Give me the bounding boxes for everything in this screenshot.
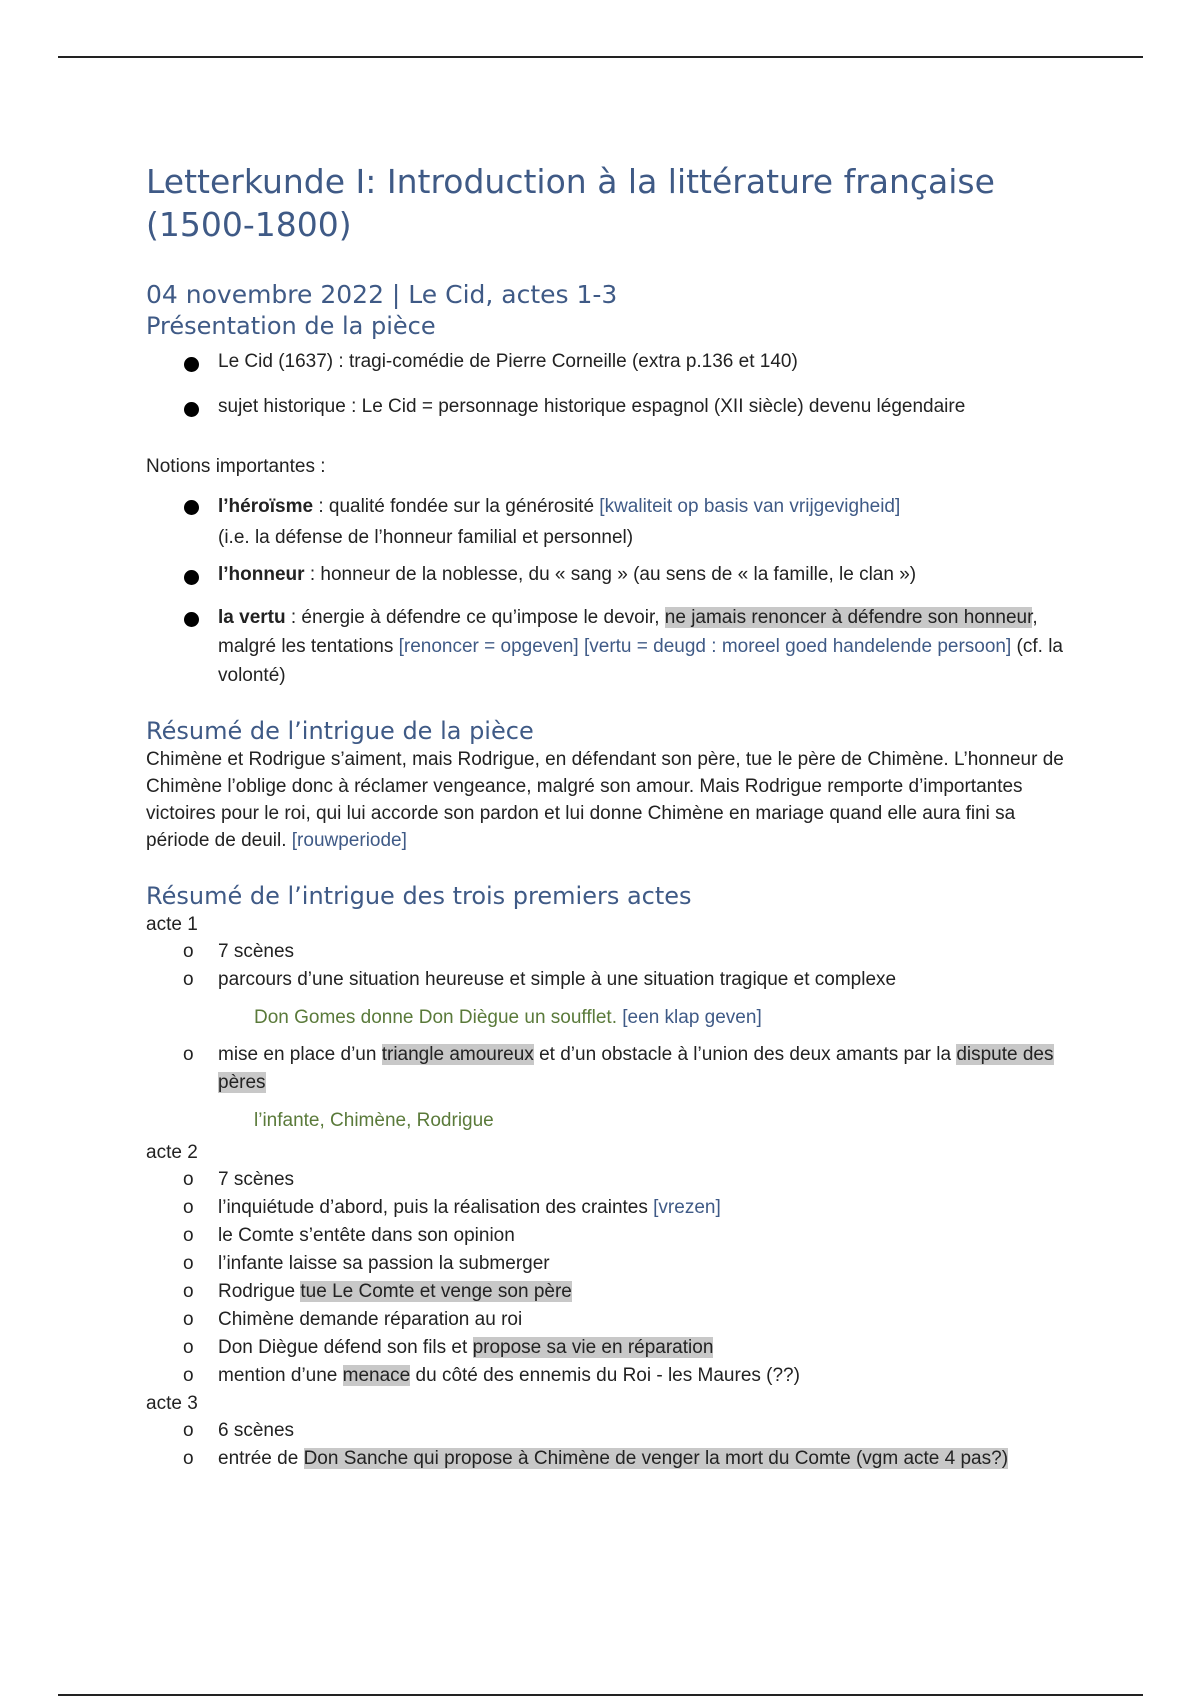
item-text: mise en place d’un [218, 1044, 382, 1065]
presentation-list [146, 348, 1076, 420]
list-item: o Chimène demande réparation au roi [146, 1306, 1076, 1334]
highlight: tue Le Comte et venge son père [300, 1281, 572, 1302]
acte-1-list-cont [146, 1041, 1076, 1097]
acte-3-label: acte 3 [146, 1393, 198, 1414]
acte-2-list [146, 1166, 1076, 1390]
highlight: propose sa vie en réparation [472, 1337, 714, 1358]
resume-actes-heading: Résumé de l’intrigue des trois premiers actes [146, 882, 692, 910]
acte-1-subnote [146, 1004, 1076, 1031]
paragraph: Chimène et Rodrigue s’aiment, mais Rodrigue, en défendant son père, tue le père de Chimène. L’honneur de Chimène l’oblige donc à réclamer vengeance, malgré son amour. Mais Rodrigue remporte d’importantes victoires pour le roi, qui lui accorde son pardon et lui donne Chimène en mariage quand elle aura fini sa période de deuil. [146, 749, 1064, 851]
subnote-text: Don Gomes donne Don Diègue un soufflet. [254, 1007, 623, 1028]
footer-rule [58, 1694, 1143, 1696]
item-text: du côté des ennemis du Roi - les Maures (??) [410, 1365, 800, 1386]
definition: : qualité fondée sur la générosité [313, 496, 600, 517]
notion-heroisme [146, 491, 1076, 553]
header-rule [58, 56, 1143, 58]
notion-vertu [146, 603, 1076, 690]
list-item: o l’infante laisse sa passion la submerger [146, 1250, 1076, 1278]
term: l’héroïsme [218, 496, 314, 517]
term: l’honneur [218, 564, 305, 585]
acte-1-characters: l’infante, Chimène, Rodrigue [254, 1110, 494, 1131]
list-item [146, 1041, 1076, 1097]
item-text: entrée de [218, 1448, 304, 1469]
resume-piece-text [146, 746, 1076, 854]
list-item: sujet historique : Le Cid = personnage historique espagnol (XII siècle) devenu légendaire [146, 393, 1076, 420]
item-text: Rodrigue [218, 1281, 301, 1302]
translation-note: [rouwperiode] [291, 830, 407, 851]
item-text: Don Diègue défend son fils et [218, 1337, 473, 1358]
acte-1-list [146, 938, 1076, 994]
definition-end: (cf. la volonté) [218, 636, 1063, 686]
highlight: ne jamais renoncer à défendre son honneur [664, 607, 1033, 628]
list-item: o 7 scènes [146, 938, 1076, 966]
definition: : énergie à défendre ce qu’impose le devoir, [285, 607, 665, 628]
definition-cont: , malgré les tentations [218, 607, 1038, 657]
list-item [146, 1362, 1076, 1390]
presentation-heading: Présentation de la pièce [146, 312, 436, 340]
term: la vertu [218, 607, 286, 628]
notion-honneur [146, 561, 1076, 588]
document-title: Letterkunde I: Introduction à la littérature française (1500-1800) [146, 162, 995, 244]
acte-2-label: acte 2 [146, 1142, 198, 1163]
item-text: l’inquiétude d’abord, puis la réalisation des craintes [218, 1197, 654, 1218]
highlight: dispute des pères [218, 1044, 1054, 1093]
list-item [146, 1278, 1076, 1306]
translation-note: [vrezen] [653, 1197, 721, 1218]
highlight: menace [342, 1365, 411, 1386]
highlight: triangle amoureux [381, 1044, 534, 1065]
translation-note: [renoncer = opgeven] [vertu = deugd : moreel goed handelende persoon] [398, 636, 1012, 657]
translation-note: [een klap geven] [622, 1007, 762, 1028]
list-item: o 7 scènes [146, 1166, 1076, 1194]
list-item: Le Cid (1637) : tragi-comédie de Pierre Corneille (extra p.136 et 140) [146, 348, 1076, 375]
date-heading: 04 novembre 2022 | Le Cid, actes 1-3 [146, 280, 618, 309]
item-text: et d’un obstacle à l’union des deux amants par la [533, 1044, 957, 1065]
document-page [146, 160, 1076, 1473]
acte-3-list [146, 1417, 1076, 1473]
list-item [146, 1445, 1076, 1473]
definition-detail: (i.e. la défense de l’honneur familial et personnel) [218, 527, 634, 548]
list-item [146, 1334, 1076, 1362]
list-item: o le Comte s’entête dans son opinion [146, 1222, 1076, 1250]
notions-label: Notions importantes : [146, 456, 326, 477]
list-item [146, 1194, 1076, 1222]
notions-list [146, 491, 1076, 690]
definition: : honneur de la noblesse, du « sang » (au sens de « la famille, le clan ») [304, 564, 917, 585]
list-item: o parcours d’une situation heureuse et simple à une situation tragique et complexe [146, 966, 1076, 994]
acte-1-label: acte 1 [146, 914, 198, 935]
item-text: mention d’une [218, 1365, 343, 1386]
resume-piece-heading: Résumé de l’intrigue de la pièce [146, 717, 534, 745]
list-item: o 6 scènes [146, 1417, 1076, 1445]
translation-note: [kwaliteit op basis van vrijgevigheid] [599, 496, 901, 517]
highlight: Don Sanche qui propose à Chimène de venger la mort du Comte (vgm acte 4 pas?) [303, 1448, 1009, 1469]
